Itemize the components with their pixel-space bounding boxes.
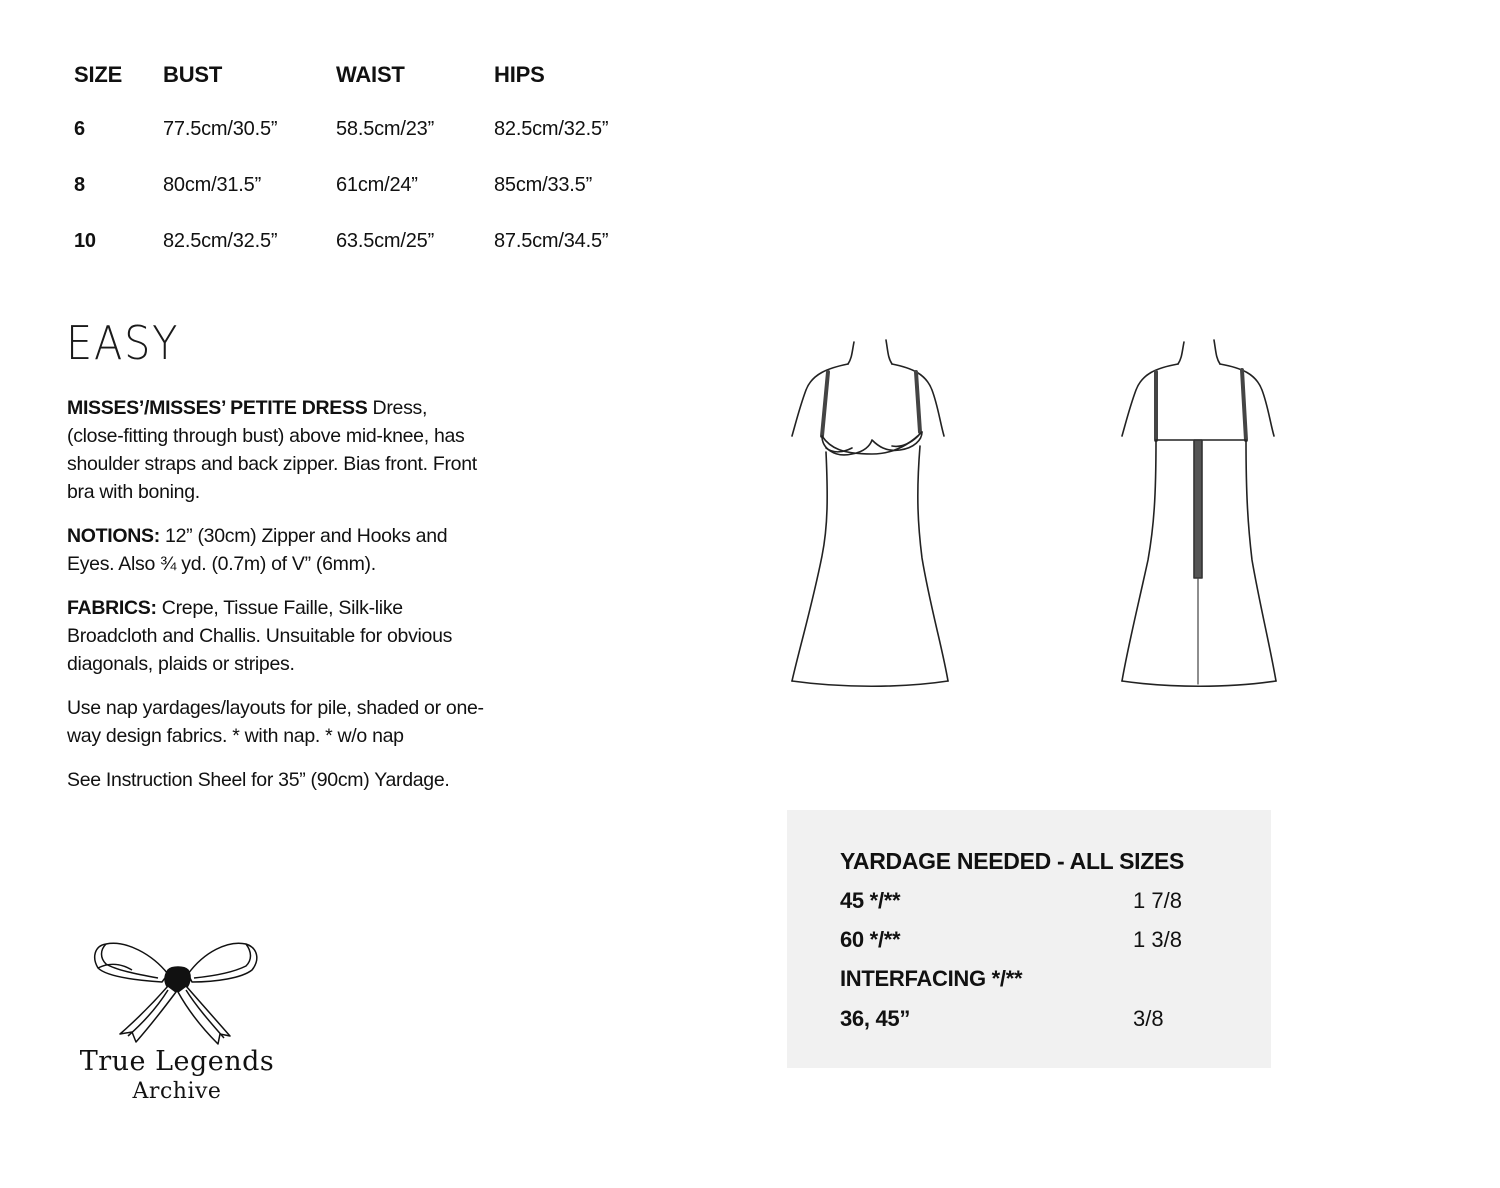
difficulty-heading: EASY [66,316,180,370]
hips-value: 82.5cm/32.5” [494,118,609,140]
yardage-value: 3/8 [1133,1006,1164,1031]
yardage-row [840,888,1240,927]
brand-logo [62,936,292,1104]
yardage-label: 60 */** [840,927,901,952]
header-waist: WAIST [336,62,405,87]
bow-icon [92,936,262,1046]
yardage-row [840,966,1240,1005]
yardage-label: 36, 45” [840,1006,911,1031]
dress-description [67,394,487,506]
fabrics-description [67,594,487,678]
header-hips: HIPS [494,62,545,87]
size-value: 8 [74,174,85,196]
size-value: 6 [74,118,85,140]
dress-back-illustration [1110,336,1290,696]
fabrics-text: Crepe, Tissue Faille, Silk-like Broadcloth and Challis. Unsuitable for obvious diagonals, plaids or stripes. [67,597,453,675]
header-size: SIZE [74,62,123,87]
dress-text: Dress, (close-fitting through bust) above mid-knee, has shoulder straps and back zipper. Bias front. Front bra with boning. [67,397,477,503]
yardage-title: YARDAGE NEEDED - ALL SIZES [840,848,1185,874]
fabrics-label: FABRICS: [67,597,157,619]
notions-description [67,522,487,578]
dress-label: MISSES’/MISSES’ PETITE DRESS [67,397,368,419]
waist-value: 58.5cm/23” [336,118,435,140]
yardage-label: INTERFACING */** [840,966,1023,991]
yardage-panel [787,810,1271,1068]
nap-note: Use nap yardages/layouts for pile, shaded or one-way design fabrics. * with nap. * w/o nap [67,697,484,747]
notions-text: 12” (30cm) Zipper and Hooks and Eyes. Also ¾ yd. (0.7m) of V” (6mm). [67,525,448,575]
bust-value: 77.5cm/30.5” [163,118,278,140]
yardage-row [840,1006,1240,1045]
yardage-row [840,927,1240,966]
bust-value: 80cm/31.5” [163,174,262,196]
hips-value: 87.5cm/34.5” [494,230,609,252]
pattern-description [67,394,487,810]
bust-value: 82.5cm/32.5” [163,230,278,252]
header-bust: BUST [163,62,223,87]
brand-subtitle: Archive [132,1079,222,1104]
waist-value: 61cm/24” [336,174,418,196]
instruction-note: See Instruction Sheel for 35” (90cm) Yardage. [67,769,450,791]
waist-value: 63.5cm/25” [336,230,435,252]
yardage-label: 45 */** [840,888,901,913]
brand-name: True Legends [79,1046,275,1077]
dress-front-illustration [782,336,962,696]
notions-label: NOTIONS: [67,525,160,547]
size-value: 10 [74,230,96,252]
yardage-value: 1 7/8 [1133,888,1182,913]
yardage-value: 1 3/8 [1133,927,1182,952]
hips-value: 85cm/33.5” [494,174,593,196]
